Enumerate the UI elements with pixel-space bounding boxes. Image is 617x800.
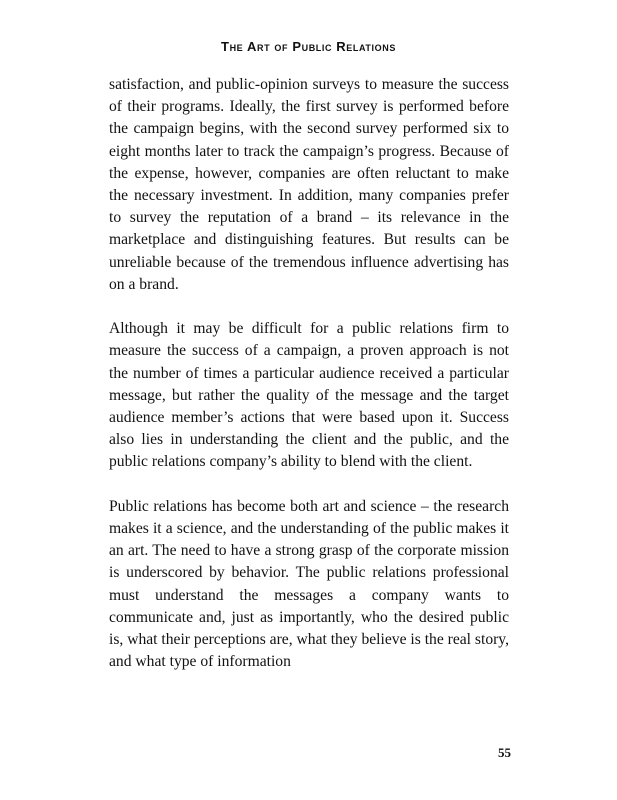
paragraph: Although it may be difficult for a public relations firm to measure the success of a campaign, a proven approach is not the number of times a particular audience received a particular message, but rather the quality of the message and the target audience member’s actions that were based upon it. Success also lies in understanding the client and the public, and the public relations company’s ability to blend with the client. bbox=[109, 320, 509, 471]
paragraph: Public relations has become both art and science – the research makes it a science, and the understanding of the public makes it an art. The need to have a strong grasp of the corporate mission is underscored by behavior. The public relations professional must understand the messages a company wants to communicate and, just as importantly, who the desired public is, what their perceptions are, what they believe is the real story, and what type of information bbox=[109, 497, 509, 671]
running-head-title: The Art of Public Relations bbox=[221, 39, 396, 54]
body-text bbox=[109, 74, 509, 696]
page-number: 55 bbox=[498, 745, 511, 760]
paragraph: satisfaction, and public-opinion surveys to measure the success of their programs. Ideally, the first survey is performed before the campaign begins, with the second survey performed six to eight months later to track the campaign’s progress. Because of the expense, however, companies are often reluctant to make the necessary investment. In addition, many companies prefer to survey the reputation of a brand – its relevance in the marketplace and distinguishing features. But results can be unreliable because of the tremendous influence advertising has on a brand. bbox=[109, 76, 509, 293]
